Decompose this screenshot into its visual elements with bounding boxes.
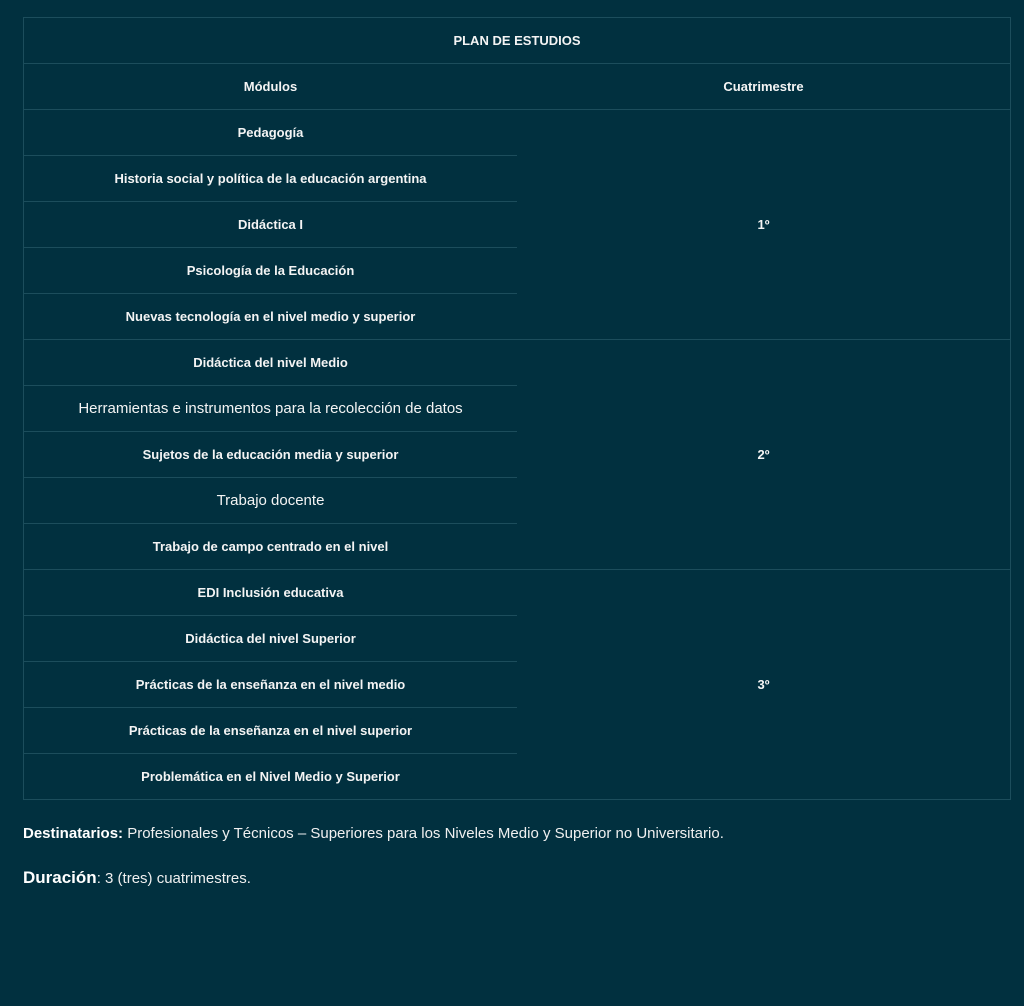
destinatarios-text: Profesionales y Técnicos – Superiores para los Niveles Medio y Superior no Universitario. xyxy=(123,825,724,842)
module-cell: Trabajo docente xyxy=(24,478,518,524)
table-row xyxy=(24,340,1011,386)
module-cell: Pedagogía xyxy=(24,110,518,156)
term-cell: 3º xyxy=(517,570,1011,800)
module-cell: Psicología de la Educación xyxy=(24,248,518,294)
table-title: PLAN DE ESTUDIOS xyxy=(24,18,1011,64)
duracion-text: : 3 (tres) cuatrimestres. xyxy=(96,870,251,887)
header-modules: Módulos xyxy=(24,64,518,110)
module-cell: Prácticas de la enseñanza en el nivel superior xyxy=(24,708,518,754)
module-cell: Didáctica del nivel Superior xyxy=(24,616,518,662)
term-cell: 1º xyxy=(517,110,1011,340)
module-cell: Prácticas de la enseñanza en el nivel medio xyxy=(24,662,518,708)
destinatarios-label: Destinatarios: xyxy=(23,825,124,842)
module-cell: Sujetos de la educación media y superior xyxy=(24,432,518,478)
module-cell: EDI Inclusión educativa xyxy=(24,570,518,616)
module-cell: Trabajo de campo centrado en el nivel xyxy=(24,524,518,570)
module-cell: Didáctica I xyxy=(24,202,518,248)
study-plan-table xyxy=(23,17,1011,800)
module-cell: Problemática en el Nivel Medio y Superior xyxy=(24,754,518,800)
module-cell: Herramientas e instrumentos para la recolección de datos xyxy=(24,386,518,432)
module-cell: Didáctica del nivel Medio xyxy=(24,340,518,386)
table-row xyxy=(24,570,1011,616)
duracion-label: Duración xyxy=(23,868,97,887)
term-cell: 2º xyxy=(517,340,1011,570)
table-row xyxy=(24,110,1011,156)
duracion-paragraph xyxy=(23,868,251,888)
header-term: Cuatrimestre xyxy=(517,64,1011,110)
destinatarios-paragraph xyxy=(23,825,724,842)
module-cell: Historia social y política de la educación argentina xyxy=(24,156,518,202)
module-cell: Nuevas tecnología en el nivel medio y superior xyxy=(24,294,518,340)
